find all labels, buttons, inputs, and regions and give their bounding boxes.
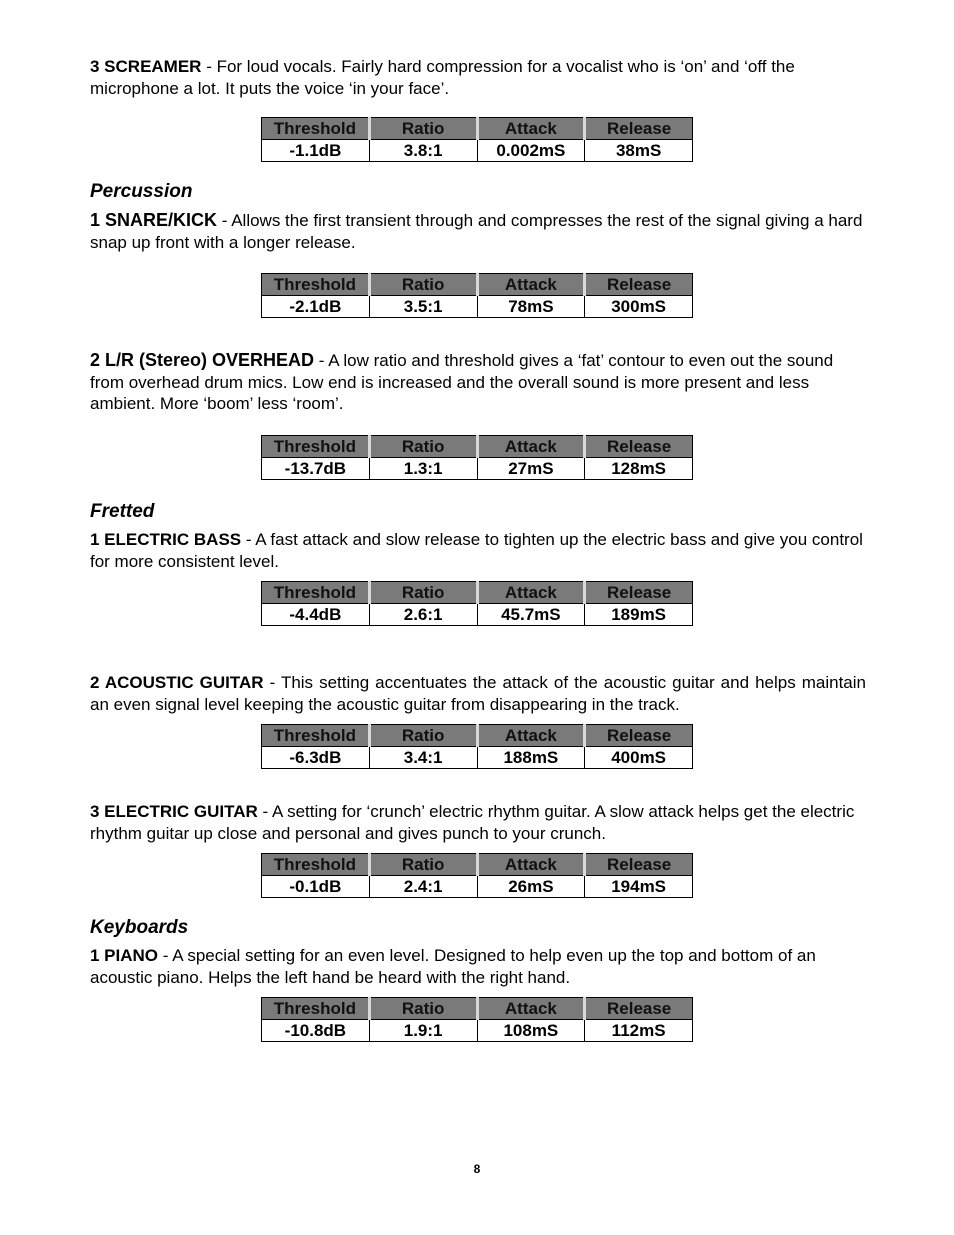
release-header: Release bbox=[585, 998, 693, 1020]
ratio-value: 3.8:1 bbox=[369, 140, 477, 162]
release-header: Release bbox=[585, 436, 693, 458]
threshold-header: Threshold bbox=[262, 998, 370, 1020]
overhead-section bbox=[90, 350, 866, 415]
bass-text: - A fast attack and slow release to tighten up the electric bass and give you control for more consistent level. bbox=[90, 530, 863, 571]
threshold-value: -0.1dB bbox=[262, 876, 370, 898]
threshold-value: -10.8dB bbox=[262, 1020, 370, 1042]
threshold-header: Threshold bbox=[262, 436, 370, 458]
acoustic-description bbox=[90, 672, 866, 715]
release-value: 112mS bbox=[585, 1020, 693, 1042]
release-header: Release bbox=[585, 582, 693, 604]
threshold-header: Threshold bbox=[262, 118, 370, 140]
release-value: 300mS bbox=[585, 296, 693, 318]
ratio-header: Ratio bbox=[369, 582, 477, 604]
attack-value: 45.7mS bbox=[477, 604, 585, 626]
release-value: 189mS bbox=[585, 604, 693, 626]
attack-header: Attack bbox=[477, 274, 585, 296]
piano-title: 1 PIANO bbox=[90, 946, 159, 965]
piano-text: - A special setting for an even level. Designed to help even up the top and bottom of an acoustic piano. Helps the left hand be heard with the right hand. bbox=[90, 946, 816, 987]
attack-value: 78mS bbox=[477, 296, 585, 318]
attack-value: 27mS bbox=[477, 458, 585, 480]
screamer-text: - For loud vocals. Fairly hard compression for a vocalist who is ‘on’ and ‘off the microphone a lot. It puts the voice ‘in your face’. bbox=[90, 57, 795, 98]
table-header-row bbox=[262, 436, 693, 458]
fretted-heading: Fretted bbox=[90, 501, 155, 522]
attack-value: 108mS bbox=[477, 1020, 585, 1042]
snare-description bbox=[90, 210, 866, 253]
table-header-row bbox=[262, 725, 693, 747]
acoustic-section bbox=[90, 672, 866, 715]
release-value: 38mS bbox=[585, 140, 693, 162]
table-header-row bbox=[262, 118, 693, 140]
ratio-value: 2.4:1 bbox=[369, 876, 477, 898]
ratio-value: 3.5:1 bbox=[369, 296, 477, 318]
table-header-row bbox=[262, 582, 693, 604]
overhead-settings-table bbox=[261, 435, 693, 480]
threshold-value: -6.3dB bbox=[262, 747, 370, 769]
table-row bbox=[262, 747, 693, 769]
attack-value: 0.002mS bbox=[477, 140, 585, 162]
ratio-header: Ratio bbox=[369, 854, 477, 876]
threshold-header: Threshold bbox=[262, 725, 370, 747]
overhead-description bbox=[90, 350, 866, 415]
screamer-section bbox=[90, 56, 866, 99]
page-number: 8 bbox=[473, 1162, 481, 1176]
ratio-header: Ratio bbox=[369, 274, 477, 296]
ratio-header: Ratio bbox=[369, 725, 477, 747]
piano-settings-table bbox=[261, 997, 693, 1042]
ratio-value: 2.6:1 bbox=[369, 604, 477, 626]
attack-header: Attack bbox=[477, 436, 585, 458]
table-header-row bbox=[262, 854, 693, 876]
ratio-value: 1.9:1 bbox=[369, 1020, 477, 1042]
table-header-row bbox=[262, 274, 693, 296]
table-header-row bbox=[262, 998, 693, 1020]
ratio-header: Ratio bbox=[369, 118, 477, 140]
threshold-value: -1.1dB bbox=[262, 140, 370, 162]
release-header: Release bbox=[585, 725, 693, 747]
screamer-settings-table bbox=[261, 117, 693, 162]
attack-header: Attack bbox=[477, 998, 585, 1020]
threshold-header: Threshold bbox=[262, 274, 370, 296]
ratio-value: 1.3:1 bbox=[369, 458, 477, 480]
release-value: 400mS bbox=[585, 747, 693, 769]
bass-description bbox=[90, 529, 866, 572]
table-row bbox=[262, 296, 693, 318]
table-row bbox=[262, 458, 693, 480]
screamer-title: 3 SCREAMER bbox=[90, 57, 202, 76]
ratio-header: Ratio bbox=[369, 436, 477, 458]
electric-guitar-text: - A setting for ‘crunch’ electric rhythm guitar. A slow attack helps get the electric rhythm guitar up close and personal and gives punch to your crunch. bbox=[90, 802, 855, 843]
attack-value: 26mS bbox=[477, 876, 585, 898]
threshold-value: -13.7dB bbox=[262, 458, 370, 480]
release-value: 194mS bbox=[585, 876, 693, 898]
threshold-value: -4.4dB bbox=[262, 604, 370, 626]
table-row bbox=[262, 876, 693, 898]
ratio-value: 3.4:1 bbox=[369, 747, 477, 769]
threshold-header: Threshold bbox=[262, 854, 370, 876]
overhead-text: - A low ratio and threshold gives a ‘fat’ contour to even out the sound from overhead drum mics. Low end is increased and the overall sound is more present and less ambient. More ‘boom’ less ‘room’. bbox=[90, 351, 834, 413]
table-row bbox=[262, 1020, 693, 1042]
table-row bbox=[262, 140, 693, 162]
snare-settings-table bbox=[261, 273, 693, 318]
electric-guitar-description bbox=[90, 801, 866, 844]
acoustic-text: - This setting accentuates the attack of the acoustic guitar and helps maintain an even signal level keeping the acoustic guitar from disappearing in the track. bbox=[90, 673, 866, 714]
bass-title: 1 ELECTRIC BASS bbox=[90, 530, 242, 549]
snare-section bbox=[90, 210, 866, 253]
keyboards-heading: Keyboards bbox=[90, 917, 189, 938]
release-header: Release bbox=[585, 118, 693, 140]
bass-settings-table bbox=[261, 581, 693, 626]
percussion-heading: Percussion bbox=[90, 181, 193, 202]
snare-title: 1 SNARE/KICK bbox=[90, 210, 218, 230]
piano-description bbox=[90, 945, 866, 988]
threshold-value: -2.1dB bbox=[262, 296, 370, 318]
electric-guitar-settings-table bbox=[261, 853, 693, 898]
piano-section bbox=[90, 945, 866, 988]
overhead-title: 2 L/R (Stereo) OVERHEAD bbox=[90, 350, 315, 370]
electric-guitar-section bbox=[90, 801, 866, 844]
release-value: 128mS bbox=[585, 458, 693, 480]
attack-header: Attack bbox=[477, 854, 585, 876]
table-row bbox=[262, 604, 693, 626]
release-header: Release bbox=[585, 854, 693, 876]
attack-header: Attack bbox=[477, 118, 585, 140]
snare-text: - Allows the first transient through and compresses the rest of the signal giving a hard snap up front with a longer release. bbox=[90, 211, 863, 252]
attack-header: Attack bbox=[477, 725, 585, 747]
bass-section bbox=[90, 529, 866, 572]
threshold-header: Threshold bbox=[262, 582, 370, 604]
screamer-description bbox=[90, 56, 866, 99]
attack-header: Attack bbox=[477, 582, 585, 604]
acoustic-settings-table bbox=[261, 724, 693, 769]
acoustic-title: 2 ACOUSTIC GUITAR bbox=[90, 673, 264, 692]
ratio-header: Ratio bbox=[369, 998, 477, 1020]
electric-guitar-title: 3 ELECTRIC GUITAR bbox=[90, 802, 258, 821]
attack-value: 188mS bbox=[477, 747, 585, 769]
release-header: Release bbox=[585, 274, 693, 296]
